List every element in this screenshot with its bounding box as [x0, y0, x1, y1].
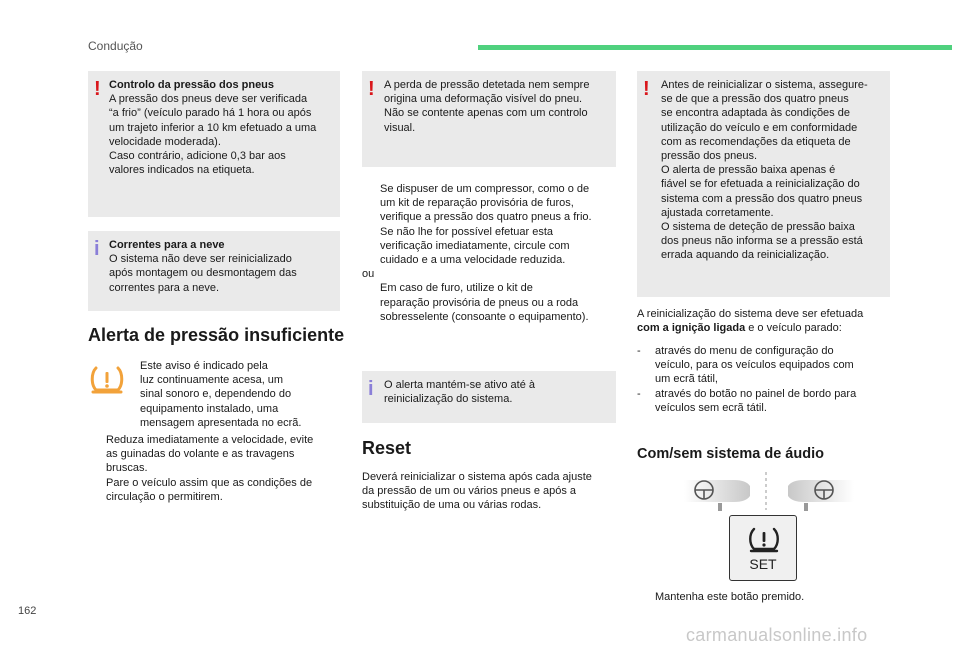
info-mark-icon: i	[368, 378, 374, 400]
alert-instructions	[88, 433, 340, 504]
watermark: carmanualsonline.info	[686, 625, 868, 645]
box-text: O alerta mantém-se ativo até à reinicialização do sistema.	[384, 379, 536, 406]
tire-pressure-check-box	[88, 71, 340, 217]
warning-mark-icon: !	[643, 78, 650, 100]
list-item: - através do menu de configuração do veículo, para os veículos equipados com um ecrã tátil,	[637, 345, 854, 386]
tire-pressure-warning-icon	[88, 364, 126, 396]
list-item: - através do botão no painel de bordo para veículos sem ecrã tátil.	[637, 387, 857, 414]
box-title: Controlo da pressão dos pneus	[109, 79, 275, 91]
info-mark-icon: i	[94, 238, 100, 260]
set-button-label: SET	[749, 556, 777, 572]
pressure-check-instructions	[362, 182, 618, 324]
snow-chains-box	[88, 231, 340, 311]
pressure-loss-warning-box	[362, 71, 616, 167]
before-reset-warning-box	[637, 71, 890, 297]
list-item: Se dispuser de um compressor, como o de um kit de reparação provisória de furos, verifique a pressão dos quatro pneus a frio.	[380, 183, 592, 224]
box-title: Correntes para a neve	[109, 239, 225, 251]
box-text: Controlo da pressão dos pneus A pressão dos pneus deve ser verificada “a frio” (veículo parado há 1 hora ou após um trajeto inferior a 10 km efetuado a uma velocidade moderada). Caso contrário, adicione 0,3 bar aos valores indicados na etiqueta.	[109, 79, 317, 177]
reset-description: Deverá reinicializar o sistema após cada ajuste da pressão de um ou vários pneus e após a substituição de uma ou várias rodas.	[362, 471, 592, 512]
reinit-conditions: A reinicialização do sistema deve ser efetuada com a ignição ligada e o veículo parado:	[637, 308, 864, 335]
tire-pressure-warning-icon	[746, 526, 782, 554]
reinit-methods	[637, 344, 897, 415]
box-text: A perda de pressão detetada nem sempre origina uma deformação visível do pneu. Não se contente apenas com um controlo visual.	[384, 79, 590, 134]
final-instruction	[637, 590, 897, 604]
alert-description: Este aviso é indicado pela luz continuamente acesa, um sinal sonoro e, dependendo do equipamento instalado, uma mensagem apresentada no ecrã.	[140, 360, 302, 429]
warning-mark-icon: !	[94, 78, 101, 100]
list-item: Pare o veículo assim que as condições de circulação o permitirem.	[106, 476, 313, 503]
list-item: Em caso de furo, utilize o kit de reparação provisória de pneus ou a roda sobresselente (consoante o equipamento).	[380, 282, 589, 323]
or-text: ou	[362, 268, 375, 281]
box-text: Antes de reinicializar o sistema, assegure- se de que a pressão dos quatro pneus se encontra adaptada às condições de utilização do veículo e em conformidade com as recomendações da etiqueta de pressão dos pneus. O alerta de pressão baixa apenas é fiável se for efetuada a reinicialização do sistema com a pressão dos quatro pneus ajustada corretamente. O sistema de deteção de pressão baixa dos pneus não informa se a pressão está errada aquando da reinicialização.	[661, 79, 868, 262]
section-title-audio-system: Com/sem sistema de áudio	[637, 446, 824, 462]
header-accent-bar	[478, 45, 952, 50]
dashboard-steering-illustration	[684, 470, 854, 512]
list-item: Mantenha este botão premido.	[655, 591, 805, 603]
box-text: Correntes para a neve O sistema não deve ser reinicializado após montagem ou desmontagem das correntes para a neve.	[109, 239, 297, 294]
list-item: Se não lhe for possível efetuar esta verificação imediatamente, circule com cuidado e a uma velocidade reduzida.	[380, 225, 570, 267]
page-header-title: Condução	[88, 39, 143, 53]
warning-mark-icon: !	[368, 78, 375, 100]
page-number: 162	[18, 605, 37, 617]
alert-active-info-box	[362, 371, 616, 423]
section-title-low-pressure-alert: Alerta de pressão insuficiente	[88, 325, 345, 345]
list-item: Reduza imediatamente a velocidade, evite as guinadas do volante e as travagens bruscas.	[106, 434, 314, 475]
section-title-reset: Reset	[362, 438, 412, 458]
set-button[interactable]	[729, 515, 797, 581]
